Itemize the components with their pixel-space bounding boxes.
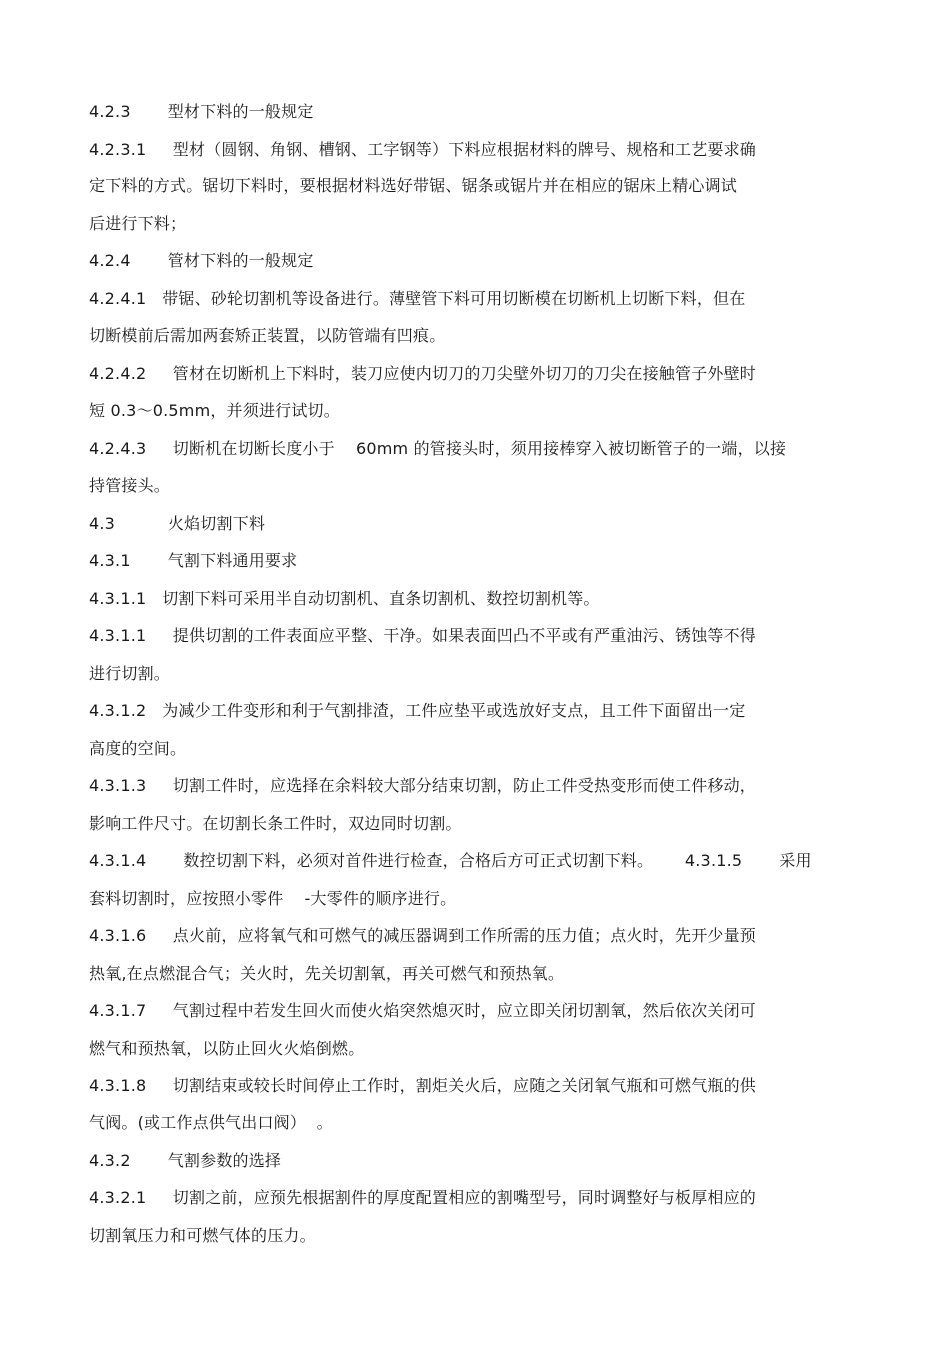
paragraph-line: 4.3.1.8 切割结束或较长时间停止工作时，割炬关火后，应随之关闭氧气瓶和可燃气瓶的供	[89, 1076, 757, 1095]
heading-4-3-2: 4.3.2 气割参数的选择	[89, 1151, 282, 1170]
paragraph-line: 套料切割时，应按照小零件 -大零件的顺序进行。	[89, 889, 457, 908]
paragraph-line: 4.3.1.2 为减少工件变形和利于气割排渣，工件应垫平或选放好支点，且工件下面留出一定	[89, 701, 746, 720]
paragraph-line: 4.2.4.1 带锯、砂轮切割机等设备进行。薄壁管下料可用切断模在切断机上切断下料，但在	[89, 289, 746, 308]
heading-4-2-3: 4.2.3 型材下料的一般规定	[89, 102, 314, 121]
paragraph-line: 持管接头。	[89, 476, 171, 495]
paragraph-line: 影响工件尺寸。在切割长条工件时，双边同时切割。	[89, 814, 462, 833]
paragraph-line: 切断模前后需加两套矫正装置，以防管端有凹痕。	[89, 326, 446, 345]
paragraph-line: 4.3.1.6 点火前，应将氧气和可燃气的减压器调到工作所需的压力值；点火时，先开少量预	[89, 926, 757, 945]
paragraph-line: 热氧,在点燃混合气；关火时，先关切割氧，再关可燃气和预热氧。	[89, 964, 565, 983]
paragraph-line: 燃气和预热氧，以防止回火火焰倒燃。	[89, 1039, 365, 1058]
paragraph-line: 4.2.3.1 型材（圆钢、角钢、槽钢、工字钢等）下料应根据材料的牌号、规格和工艺要求确	[89, 140, 757, 159]
paragraph-line: 后进行下料；	[89, 214, 187, 233]
paragraph-line: 4.3.1.1 切割下料可采用半自动切割机、直条切割机、数控切割机等。	[89, 589, 600, 608]
heading-4-3: 4.3 火焰切割下料	[89, 514, 266, 533]
paragraph-line: 4.2.4.3 切断机在切断长度小于 60mm 的管接头时，须用接棒穿入被切断管子的一端，以接	[89, 439, 787, 458]
heading-4-3-1: 4.3.1 气割下料通用要求	[89, 551, 298, 570]
paragraph-line: 4.3.2.1 切割之前，应预先根据割件的厚度配置相应的割嘴型号，同时调整好与板厚相应的	[89, 1188, 757, 1207]
paragraph-line: 切割氧压力和可燃气体的压力。	[89, 1226, 316, 1245]
paragraph-line: 4.3.1.1 提供切割的工件表面应平整、干净。如果表面凹凸不平或有严重油污、锈蚀等不得	[89, 626, 757, 645]
paragraph-line: 进行切割。	[89, 664, 171, 683]
heading-4-2-4: 4.2.4 管材下料的一般规定	[89, 251, 314, 270]
paragraph-line: 4.3.1.3 切割工件时，应选择在余料较大部分结束切割，防止工件受热变形而使工件移动，	[89, 776, 757, 795]
paragraph-line: 短 0.3～0.5mm，并须进行试切。	[89, 401, 340, 420]
paragraph-line: 4.3.1.4 数控切割下料，必须对首件进行检查，合格后方可正式切割下料。 4.3.1.5 采用	[89, 851, 812, 870]
paragraph-line: 4.2.4.2 管材在切断机上下料时，装刀应使内切刀的刀尖壁外切刀的刀尖在接触管子外壁时	[89, 364, 757, 383]
paragraph-line: 定下料的方式。锯切下料时，要根据材料选好带锯、锯条或锯片并在相应的锯床上精心调试	[89, 176, 738, 195]
paragraph-line: 高度的空间。	[89, 739, 187, 758]
paragraph-line: 4.3.1.7 气割过程中若发生回火而使火焰突然熄灭时，应立即关闭切割氧，然后依次关闭可	[89, 1001, 757, 1020]
paragraph-line: 气阀。(或工作点供气出口阀） 。	[89, 1113, 333, 1132]
